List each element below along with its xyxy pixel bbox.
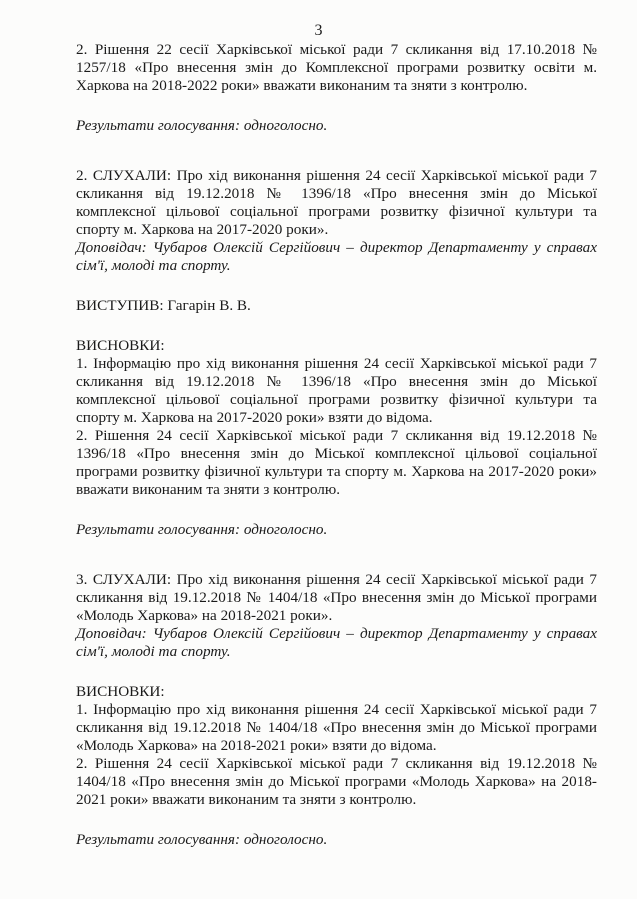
speaker-remark: ВИСТУПИВ: Гагарін В. В. xyxy=(76,297,251,314)
speaker-line: Доповідач: Чубаров Олексій Сергійович – директор Департаменту у справах сім'ї, молоді та спорту. xyxy=(76,625,597,660)
heard-item-3: 3. СЛУХАЛИ: Про хід виконання рішення 24 сесії Харківської міської ради 7 скликання від 19.12.2018 № 1404/18 «Про внесення змін до Міської програми «Молодь Харкова» на 2018-2021 роки». xyxy=(76,571,597,624)
conclusion-item-2: 2. Рішення 24 сесії Харківської міської ради 7 скликання від 19.12.2018 № 1396/18 «Про внесення змін до Міської комплексної цільової соціальної програми розвитку фізичної культури та спорту м. Харкова на 2017-2020 роки» вважати виконаним та зняти з контролю. xyxy=(76,427,597,498)
heard-item-2: 2. СЛУХАЛИ: Про хід виконання рішення 24 сесії Харківської міської ради 7 скликання від 19.12.2018 № 1396/18 «Про внесення змін до Міської комплексної цільової соціальної програми розвитку фізичної культури та спорту м. Харкова на 2017-2020 роки». xyxy=(76,167,597,238)
voting-result: Результати голосування: одноголосно. xyxy=(76,521,328,538)
document-body xyxy=(76,41,597,849)
decision-item-2-education: 2. Рішення 22 сесії Харківської міської ради 7 скликання від 17.10.2018 № 1257/18 «Про внесення змін до Комплексної програми розвитку освіти м. Харкова на 2018-2022 роки» вважати виконаним та зняти з контролю. xyxy=(76,41,597,94)
conclusion-item-2: 2. Рішення 24 сесії Харківської міської ради 7 скликання від 19.12.2018 № 1404/18 «Про внесення змін до Міської програми «Молодь Харкова» на 2018-2021 роки» вважати виконаним та зняти з контролю. xyxy=(76,755,597,808)
conclusions-heading: ВИСНОВКИ: xyxy=(76,337,165,354)
voting-result: Результати голосування: одноголосно. xyxy=(76,117,328,134)
conclusions-heading: ВИСНОВКИ: xyxy=(76,683,165,700)
conclusion-item-1: 1. Інформацію про хід виконання рішення 24 сесії Харківської міської ради 7 скликання від 19.12.2018 № 1404/18 «Про внесення змін до Міської програми «Молодь Харкова» на 2018-2021 роки» взяти до відома. xyxy=(76,701,597,754)
page-number: 3 xyxy=(314,22,323,39)
conclusion-item-1: 1. Інформацію про хід виконання рішення 24 сесії Харківської міської ради 7 скликання від 19.12.2018 № 1396/18 «Про внесення змін до Міської комплексної цільової соціальної програми розвитку фізичної культури та спорту м. Харкова на 2017-2020 роки» взяти до відома. xyxy=(76,355,597,426)
voting-result: Результати голосування: одноголосно. xyxy=(76,831,328,848)
speaker-line: Доповідач: Чубаров Олексій Сергійович – директор Департаменту у справах сім'ї, молоді та спорту. xyxy=(76,239,597,274)
